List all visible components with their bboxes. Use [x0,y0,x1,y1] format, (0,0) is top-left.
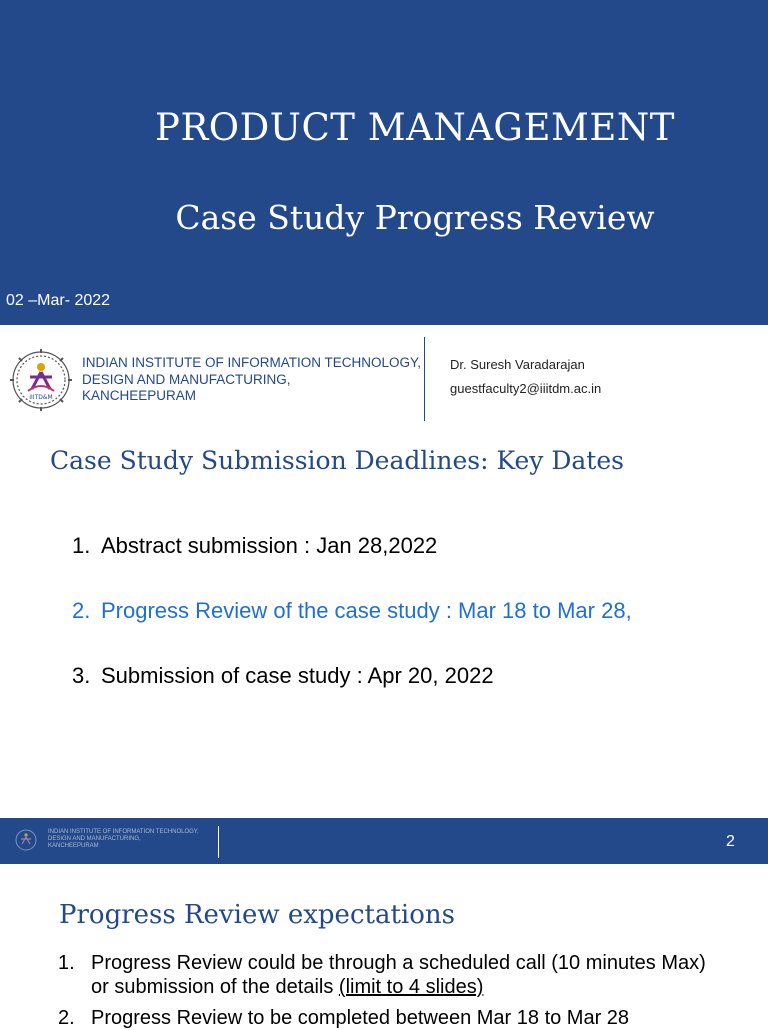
slide-subtitle: Case Study Progress Review [175,198,655,237]
deadline-text: Submission of case study : Apr 20, 2022 [101,663,494,688]
deadlines-heading: Case Study Submission Deadlines: Key Dates [50,446,624,475]
author-name: Dr. Suresh Varadarajan [450,357,585,372]
deadline-item-highlighted [72,598,632,624]
deadline-text: Abstract submission : Jan 28,2022 [101,533,438,558]
header-divider [424,337,425,421]
expectation-item [58,1006,708,1030]
institute-name [82,355,422,405]
deadline-text: Progress Review of the case study : Mar 18 to Mar 28, [101,598,632,623]
institute-name-line: DESIGN AND MANUFACTURING, [82,371,291,387]
institute-logo-icon [8,347,74,413]
deadline-item [72,663,494,689]
expectation-number: 1. [58,952,75,974]
footer-institute-line: DESIGN AND MANUFACTURING, [48,836,141,842]
footer-logo-icon [14,828,38,852]
expectations-heading: Progress Review expectations [59,900,455,930]
logo-wordmark: IIITD&M [29,394,53,401]
title-slide-header [0,0,768,325]
footer-institute-name [48,829,218,850]
expectation-item [58,951,708,999]
expectation-emphasis: (limit to 4 slides) [338,976,484,998]
footer-institute-line: KANCHEEPURAM [48,843,99,849]
institute-name-line: INDIAN INSTITUTE OF INFORMATION TECHNOLOGY, [82,355,422,370]
slide-date: 02 –Mar- 2022 [6,292,111,309]
deadline-number: 3. [72,663,91,688]
expectation-number: 2. [58,1007,75,1029]
slide-title: PRODUCT MANAGEMENT [155,106,675,149]
footer-institute-line: INDIAN INSTITUTE OF INFORMATION TECHNOLOGY, [48,829,199,835]
expectation-text: Progress Review to be completed between Mar 18 to Mar 28 [91,1007,630,1029]
institute-name-line: KANCHEEPURAM [82,388,197,403]
expectation-text: Progress Review could be through a scheduled call (10 minutes Max) or submission of the details [91,952,706,998]
deadline-number: 1. [72,533,91,558]
deadline-number: 2. [72,598,91,623]
author-email: guestfaculty2@iiitdm.ac.in [450,381,602,396]
footer-divider [218,826,219,858]
deadline-item [72,533,437,559]
page-number: 2 [726,833,735,850]
